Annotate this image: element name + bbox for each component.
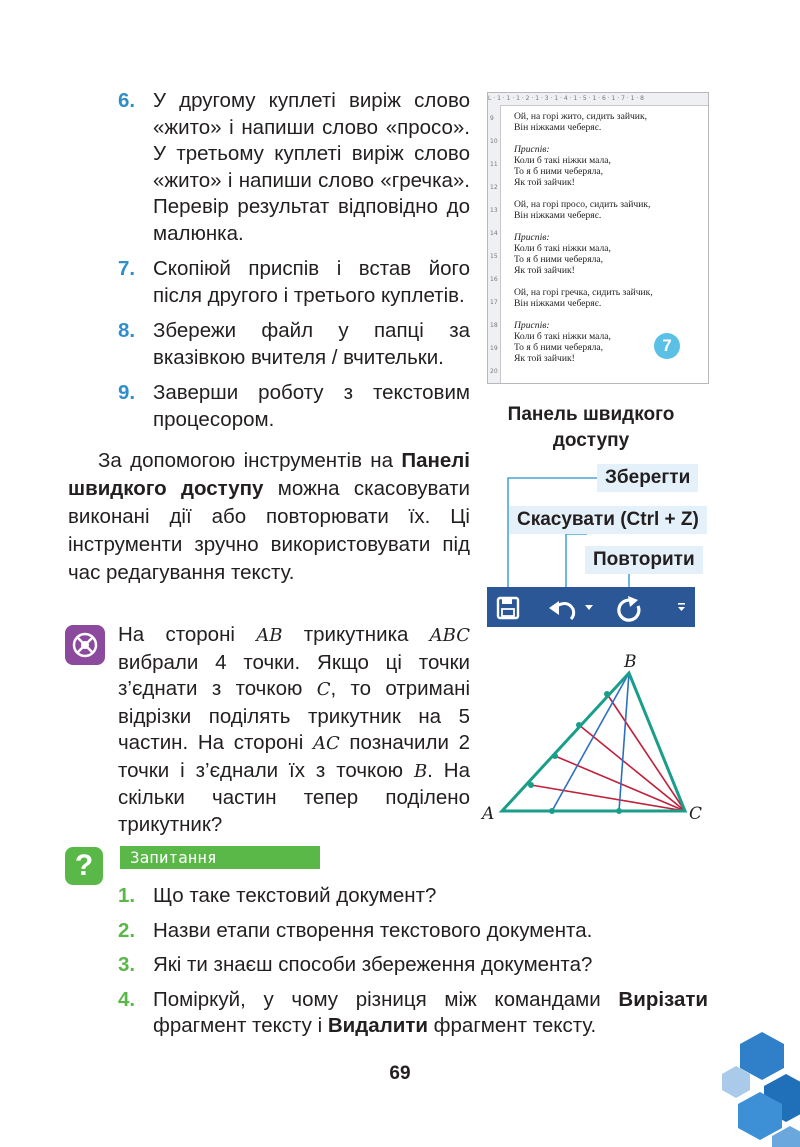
document-line: Ой, на горі просо, сидить зайчик,: [514, 199, 651, 210]
document-line: Коли б такі ніжки мала,: [514, 331, 611, 342]
puzzle-text: вибрали 4 точки. Якщо ці точки з’єднати з точкою: [118, 650, 470, 700]
puzzle-task: [118, 622, 470, 838]
verse-block: [514, 111, 706, 133]
puzzle-text: позначили 2 точки і з’єднали їх з точкою: [118, 731, 471, 782]
question-number: 2.: [118, 918, 136, 942]
toolbar-icons: [487, 587, 695, 627]
chorus-block: [514, 232, 706, 276]
decorative-hexagons: [700, 1022, 800, 1147]
puzzle-text: , то отримані відрізки поділять трикутник на 5 частин. На стороні: [118, 677, 470, 754]
step-number: 8.: [118, 319, 136, 342]
document-line: Він ніжками чеберяє.: [514, 298, 602, 309]
document-screenshot: [487, 92, 709, 384]
triangle-outline: [502, 673, 685, 811]
question-text-part: фрагмент тексту і: [153, 1014, 328, 1037]
math-label: ABC: [429, 625, 470, 646]
ruler-number: 15: [490, 253, 498, 260]
question-text: Що таке текстовий документ?: [153, 884, 437, 907]
undo-icon[interactable]: [549, 601, 574, 619]
ruler-number: 14: [490, 230, 498, 237]
document-line: То я б ними чеберяла,: [514, 166, 604, 177]
step-7: [118, 256, 470, 309]
puzzle-text: На стороні: [118, 623, 257, 646]
verse-block: [514, 287, 706, 309]
ruler-number: 12: [490, 184, 498, 191]
ruler-number: 18: [490, 322, 498, 329]
ruler-number: 16: [490, 276, 498, 283]
figure-badge: 7: [654, 333, 680, 359]
question-item: [118, 883, 708, 910]
vertex-label-b: B: [624, 652, 637, 672]
ruler-number: 13: [490, 207, 498, 214]
step-number: 9.: [118, 381, 136, 404]
document-line: Він ніжками чеберяє.: [514, 210, 602, 221]
paragraph-bold-term: Панелі швидкого доступу: [68, 449, 470, 500]
question-mark-icon: ?: [65, 847, 103, 885]
question-text: [153, 987, 708, 1040]
verse-block: [514, 199, 706, 221]
question-number: 3.: [118, 953, 136, 976]
task-steps: [118, 88, 470, 442]
redo-callout: Повторити: [585, 546, 703, 574]
vertex-label-a: A: [482, 804, 495, 824]
document-line: Коли б такі ніжки мала,: [514, 243, 611, 254]
math-label: C: [316, 679, 331, 700]
document-line: Ой, на горі гречка, сидить зайчик,: [514, 287, 653, 298]
document-line: Ой, на горі жито, сидить зайчик,: [514, 111, 648, 122]
questions-header: Запитання: [120, 846, 320, 869]
chorus-heading: Приспів:: [514, 232, 550, 243]
question-text: Назви етапи створення текстового документа.: [153, 918, 593, 942]
document-line: Як той зайчик!: [514, 353, 575, 364]
horizontal-ruler: L · 1 · 1 · 1 · 2 · 1 · 3 · 1 · 4 · 1 · 5 · 1 · 6 · 1 · 7 · 1 · 8: [488, 93, 708, 106]
command-cut: Вирізати: [618, 987, 708, 1011]
save-icon[interactable]: [498, 598, 518, 618]
undo-dropdown-icon[interactable]: [585, 605, 593, 610]
document-line: То я б ними чеберяла,: [514, 342, 604, 353]
question-text: Які ти знаєш способи збереження документа?: [153, 953, 593, 976]
info-paragraph: [68, 447, 470, 587]
document-text: [514, 111, 706, 375]
question-text-part: фрагмент тексту.: [427, 1014, 597, 1037]
quick-access-toolbar: [487, 587, 695, 627]
paragraph-text: можна скасовувати виконані дії або повторювати їх. Ці інструменти зручно використовувати під час редагування тексту.: [68, 477, 470, 584]
puzzle-text: . На скільки частин тепер поділено трикутник?: [118, 758, 470, 836]
document-line: Коли б такі ніжки мала,: [514, 155, 611, 166]
document-line: Він ніжками чеберяє.: [514, 122, 602, 133]
paragraph-text: За допомогою інструментів на: [98, 449, 402, 472]
ruler-number: 19: [490, 345, 498, 352]
puzzle-text: трикутника: [282, 623, 430, 646]
step-text: У другому куплеті виріж слово «жито» і напиши слово «просо». У третьому куплеті виріж слово «жито» і напиши слово «гречка». Перевір результат відповідно до малюнка.: [153, 89, 470, 245]
question-number: 4.: [118, 987, 136, 1011]
command-delete: Видалити: [327, 1014, 428, 1037]
question-item: [118, 952, 708, 979]
step-9: [118, 380, 470, 433]
question-item: [118, 987, 708, 1040]
step-8: [118, 318, 470, 371]
undo-callout: Скасувати (Ctrl + Z): [509, 506, 707, 534]
question-text-part: Поміркуй, у чому різниця між командами: [153, 987, 619, 1011]
question-item: [118, 918, 708, 945]
ruler-number: 17: [490, 299, 498, 306]
step-number: 7.: [118, 257, 136, 280]
redo-icon[interactable]: [619, 596, 639, 620]
document-line: Як той зайчик!: [514, 177, 575, 188]
step-6: [118, 88, 470, 247]
ruler-number: 10: [490, 138, 498, 145]
ruler-number: 9: [490, 115, 494, 122]
vertical-ruler: [488, 105, 501, 383]
document-line: Як той зайчик!: [514, 265, 575, 276]
document-line: То я б ними чеберяла,: [514, 254, 604, 265]
questions-list: [118, 883, 708, 1048]
triangle-diagram: [478, 648, 713, 830]
ruler-number: 20: [490, 368, 498, 375]
step-number: 6.: [118, 89, 136, 112]
quick-access-title: Панель швидкого доступу: [507, 404, 675, 451]
math-label: AC: [312, 733, 340, 754]
vertex-label-c: C: [689, 804, 703, 824]
math-label: AB: [256, 625, 283, 646]
customize-toolbar-icon[interactable]: [678, 603, 685, 611]
chorus-heading: Приспів:: [514, 144, 550, 155]
step-text: Збережи файл у папці за вказівкою вчителя / вчительки.: [153, 319, 470, 369]
ruler-number: 11: [490, 161, 498, 168]
math-label: B: [413, 760, 428, 782]
chorus-block: [514, 144, 706, 188]
chorus-heading: Приспів:: [514, 320, 550, 331]
save-callout: Зберегти: [597, 464, 698, 492]
puzzle-icon: [65, 625, 105, 665]
question-number: 1.: [118, 884, 136, 907]
step-text: Скопіюй приспів і встав його після другого і третього куплетів.: [153, 257, 470, 307]
page-number: 69: [389, 1063, 411, 1084]
step-text: Заверши роботу з текстовим процесором.: [153, 381, 470, 431]
